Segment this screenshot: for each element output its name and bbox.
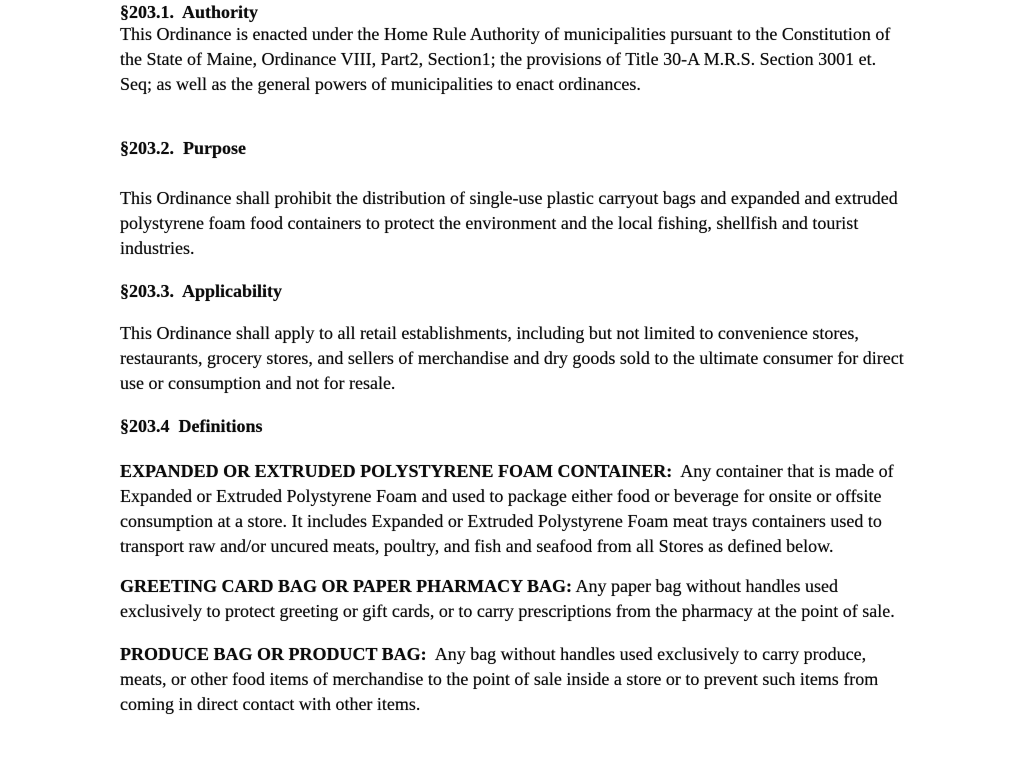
definition-term-produce-bag: PRODUCE BAG OR PRODUCT BAG: bbox=[120, 644, 427, 664]
definition-text-produce-bag: Any bag without handles used exclusively to carry produce, meats, or other food items of merchandise to the point of sale inside a store or to prevent such items from coming in direct contact with other items. bbox=[120, 644, 883, 714]
definition-expanded-foam-container bbox=[120, 459, 912, 559]
definition-term-expanded-foam-container: EXPANDED OR EXTRUDED POLYSTYRENE FOAM CONTAINER: bbox=[120, 461, 673, 481]
paragraph-applicability: This Ordinance shall apply to all retail establishments, including but not limited to convenience stores, restaurants, grocery stores, and sellers of merchandise and dry goods sold to the ultimate consumer for direct use or consumption and not for resale. bbox=[120, 323, 909, 393]
heading-purpose: §203.2. Purpose bbox=[120, 138, 246, 158]
cutoff-heading-authority bbox=[120, 0, 912, 22]
document-content bbox=[120, 0, 912, 717]
definition-text-expanded-foam-container: Any container that is made of Expanded or Extruded Polystyrene Foam and used to package either food or beverage for onsite or offsite consumption at a store. It includes Expanded or Extruded Polystyrene Foam meat trays containers used to transport raw and/or uncured meats, poultry, and fish and seafood from all Stores as defined below. bbox=[120, 461, 899, 556]
heading-definitions: §203.4 Definitions bbox=[120, 416, 263, 436]
paragraph-authority: This Ordinance is enacted under the Home Rule Authority of municipalities pursuant to the Constitution of the State of Maine, Ordinance VIII, Part2, Section1; the provisions of Title 30-A M.R.S. Section 3001 et. Seq; as well as the general powers of municipalities to enact ordinances. bbox=[120, 24, 895, 94]
definition-greeting-card-bag bbox=[120, 574, 912, 624]
heading-authority: §203.1. Authority bbox=[120, 2, 259, 22]
definition-produce-bag bbox=[120, 642, 912, 717]
definition-text-greeting-card-bag: Any paper bag without handles used exclusively to protect greeting or gift cards, or to carry prescriptions from the pharmacy at the point of sale. bbox=[120, 576, 895, 621]
definition-term-greeting-card-bag: GREETING CARD BAG OR PAPER PHARMACY BAG: bbox=[120, 576, 572, 596]
paragraph-purpose: This Ordinance shall prohibit the distribution of single-use plastic carryout bags and expanded and extruded polystyrene foam food containers to protect the environment and the local fishing, shellfish and tourist industries. bbox=[120, 188, 903, 258]
heading-applicability: §203.3. Applicability bbox=[120, 281, 283, 301]
